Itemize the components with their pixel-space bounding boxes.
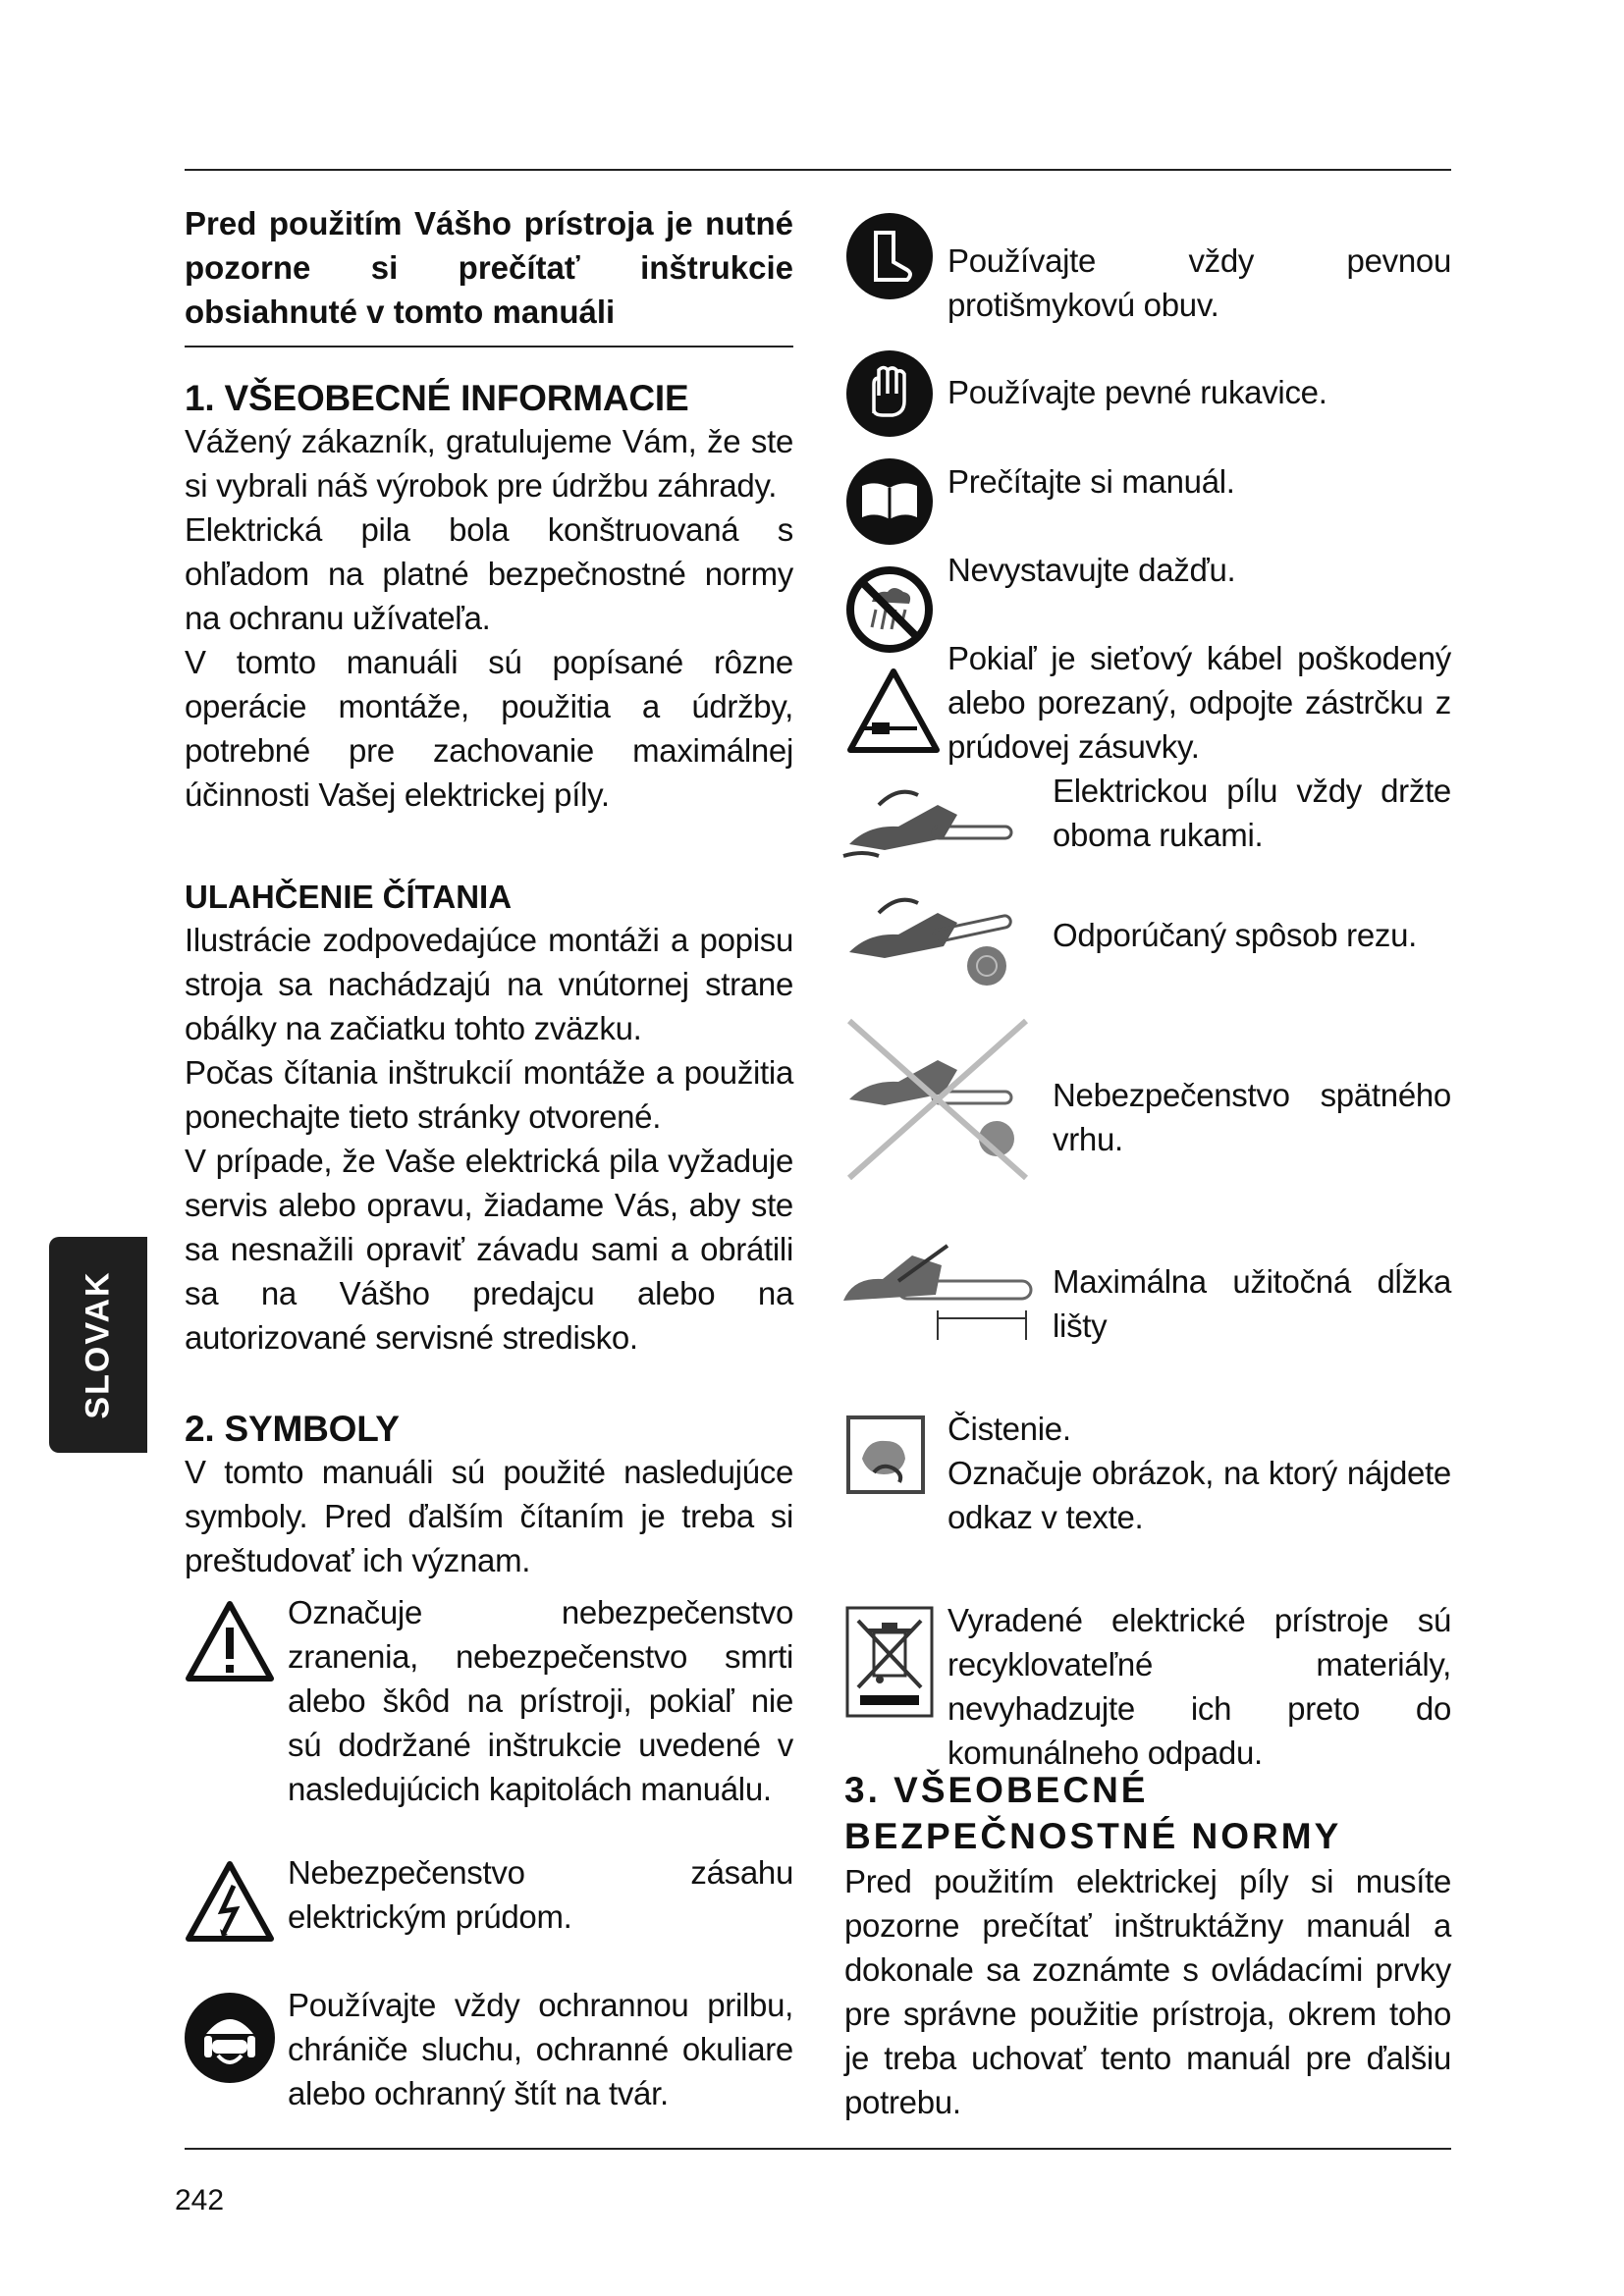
symbol-reference-text: Označuje obrázok, na ktorý nájdete odkaz v texte. [947, 1455, 1451, 1535]
symbol-helmet-text: Používajte vždy ochrannou prilbu, chrániče sluchu, ochranné okuliare alebo ochranný štít na tvár. [288, 1987, 793, 2111]
warning-triangle-icon [185, 1600, 275, 1682]
symbol-kickback-text: Nebezpečenstvo spätného vrhu. [1053, 1077, 1451, 1157]
unplug-damaged-cable-icon [846, 667, 941, 754]
section-general-safety [844, 1767, 1451, 2124]
symbol-two-hands-text: Elektrickou pílu vždy držte oboma rukami. [1053, 773, 1451, 853]
symbol-gloves-text: Používajte pevné rukavice. [947, 374, 1327, 410]
bottom-rule [185, 2148, 1451, 2150]
section-general-info [185, 378, 793, 817]
cleaning-icon [844, 1414, 927, 1496]
symbol-bar-length-text: Maximálna užitočná dĺžka lišty [1053, 1263, 1451, 1344]
helmet-ear-eye-protection-icon [183, 1991, 277, 2085]
intro-text: Pred použitím Vášho prístroja je nutné pozorne si prečítať inštrukcie obsiahnuté v tomto manuáli [185, 205, 793, 330]
reading-p2: Počas čítania inštrukcií montáže a použitia ponechajte tieto stránky otvorené. [185, 1054, 793, 1135]
bar-length-icon [839, 1242, 1036, 1350]
section-symbols [185, 1409, 793, 1582]
recommended-cut-icon [839, 883, 1026, 991]
page-number: 242 [175, 2184, 225, 2216]
electric-shock-icon [185, 1860, 275, 1943]
section-1-p2: Elektrická pila bola konštruovaná s ohľadom na platné bezpečnostné normy na ochranu užívateľa. [185, 511, 793, 636]
section-3-heading: 3. VŠEOBECNÉ BEZPEČNOSTNÉ NORMY [844, 1770, 1342, 1856]
no-rain-icon [844, 564, 935, 655]
symbol-weee-text: Vyradené elektrické prístroje sú recyklovateľné materiály, nevyhadzujte ich preto do komunálneho odpadu. [947, 1602, 1451, 1771]
symbol-boots-text: Používajte vždy pevnou protišmykovú obuv. [947, 242, 1451, 323]
top-rule [185, 169, 1451, 171]
reading-heading: ULAHČENIE ČÍTANIA [185, 879, 513, 915]
safety-gloves-icon [844, 348, 935, 439]
intro-rule [185, 346, 793, 347]
section-2-p1: V tomto manuáli sú použité nasledujúce symboly. Pred ďalším čítaním je treba si preštudovať ich význam. [185, 1454, 793, 1578]
reading-p1: Ilustrácie zodpovedajúce montáži a popisu stroja sa nachádzajú na vnútornej strane obálky na začiatku tohto zväzku. [185, 922, 793, 1046]
section-1-heading: 1. VŠEOBECNÉ INFORMACIE [185, 378, 689, 418]
symbol-cleaning-text: Čistenie. [947, 1411, 1071, 1447]
language-label: SLOVAK [79, 1270, 117, 1419]
symbol-manual-text: Prečítajte si manuál. [947, 463, 1235, 500]
two-hands-chainsaw-icon [839, 775, 1016, 874]
symbol-electric-text: Nebezpečenstvo zásahu elektrickým prúdom. [288, 1854, 793, 1935]
section-1-p1: Vážený zákazník, gratulujeme Vám, že ste si vybrali náš výrobok pre údržbu záhrady. [185, 423, 793, 504]
read-manual-icon [844, 456, 935, 547]
reading-p3: V prípade, že Vaše elektrická pila vyžaduje servis alebo opravu, žiadame Vás, aby ste sa nesnažili opraviť závadu sami a obrátili sa na Vášho predajcu alebo na autorizované servisné stredisko. [185, 1143, 793, 1356]
symbol-cut-text: Odporúčaný spôsob rezu. [1053, 917, 1417, 953]
section-reading [185, 879, 793, 1360]
symbol-warning-text: Označuje nebezpečenstvo zranenia, nebezpečenstvo smrti alebo škôd na prístroji, pokiaľ nie sú dodržané inštrukcie uvedené v nasledujúcich kapitolách manuálu. [288, 1594, 793, 1807]
safety-boots-icon [844, 211, 935, 301]
symbol-cable-text: Pokiaľ je sieťový kábel poškodený alebo porezaný, odpojte zástrčku z prúdovej zásuvky. [947, 640, 1451, 765]
weee-bin-icon [844, 1605, 935, 1719]
section-3-p1: Pred použitím elektrickej píly si musíte pozorne prečítať inštruktážny manuál a dokonale sa zoznámte s ovládacími prvky pre správne použitie prístroja, okrem toho je treba uchovať tento manuál pre ďalšiu potrebu. [844, 1863, 1451, 2120]
language-side-tab [49, 1237, 147, 1453]
kickback-danger-icon [839, 1011, 1036, 1188]
symbol-rain-text: Nevystavujte dažďu. [947, 552, 1236, 588]
section-2-heading: 2. SYMBOLY [185, 1409, 400, 1449]
section-1-p3: V tomto manuáli sú popísané rôzne operácie montáže, použitia a údržby, potrebné pre zachovanie maximálnej účinnosti Vašej elektrickej píly. [185, 644, 793, 813]
left-column [185, 201, 793, 334]
